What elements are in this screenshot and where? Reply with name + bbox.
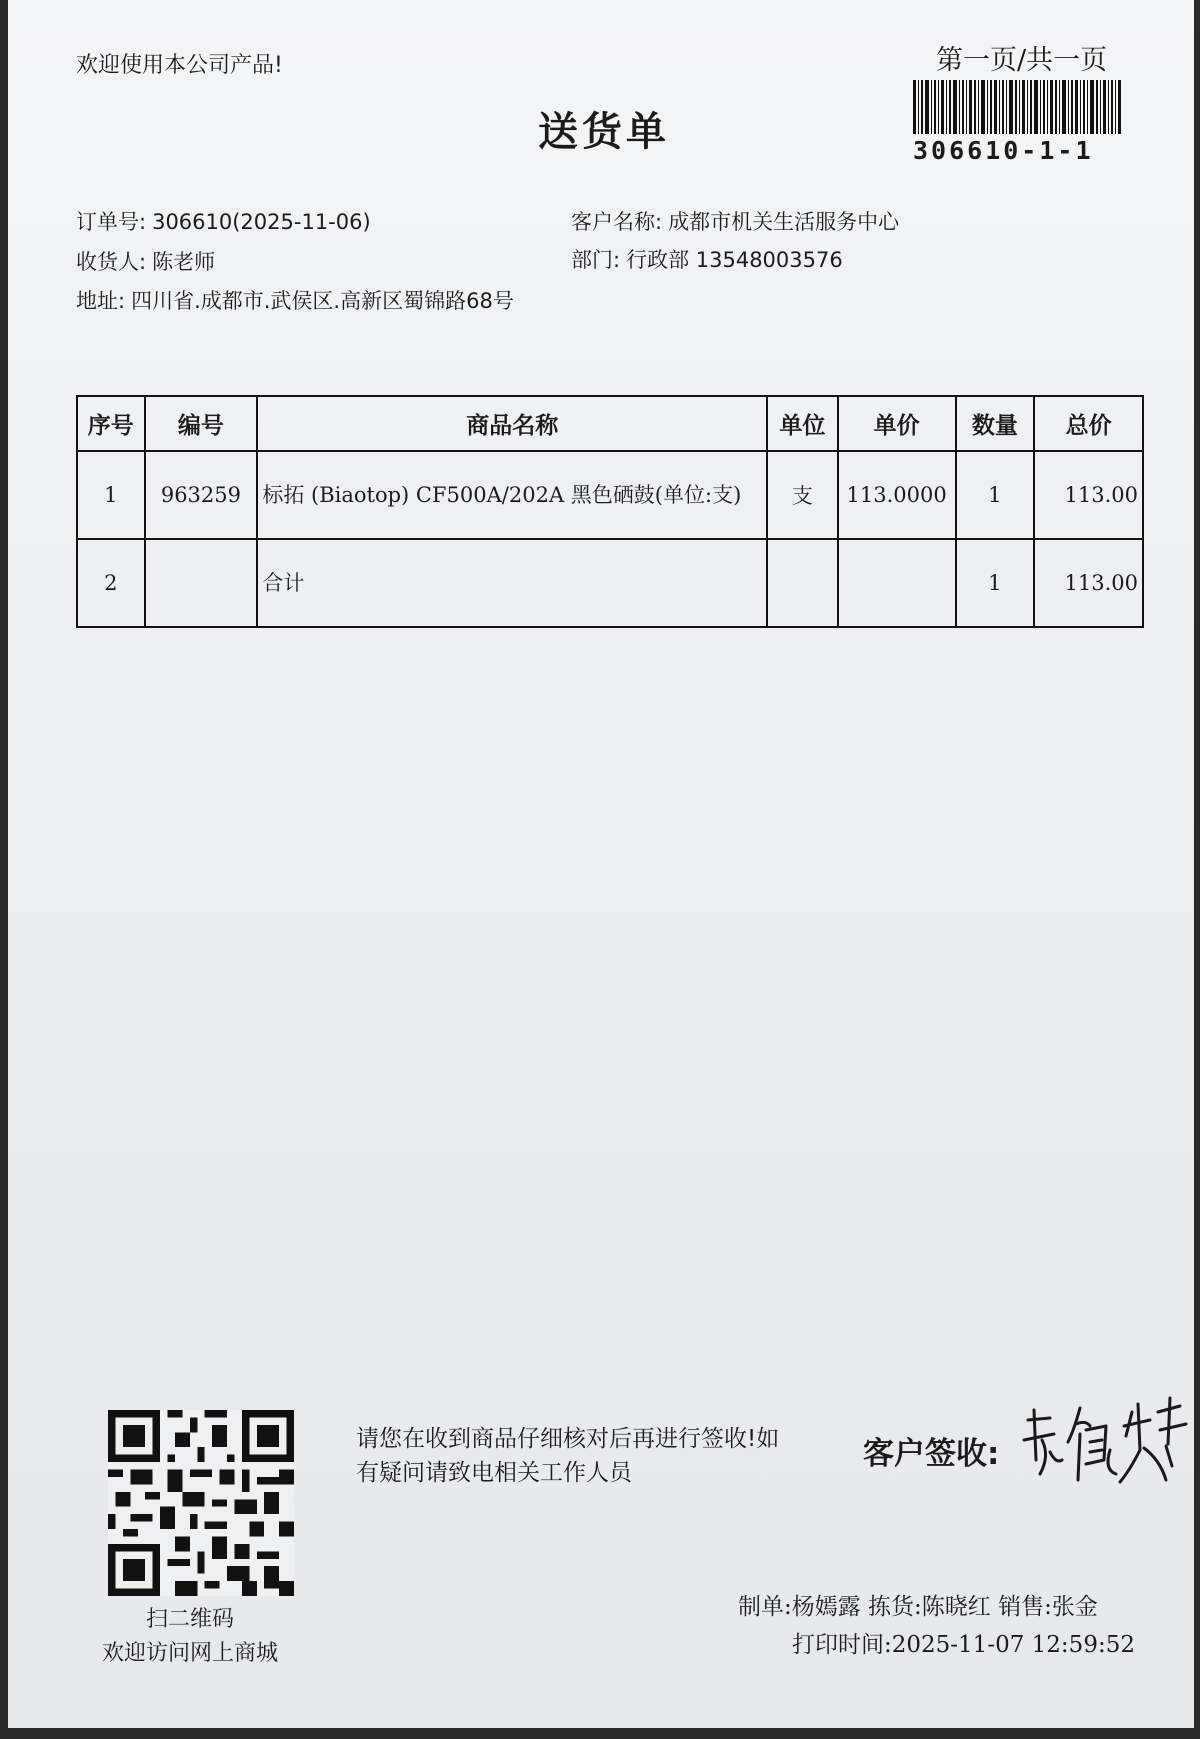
department [571, 244, 843, 274]
column-header: 单价 [838, 396, 956, 451]
address [76, 285, 514, 315]
unit: 支 [767, 451, 838, 539]
table-row [77, 451, 1143, 539]
column-header: 总价 [1034, 396, 1143, 451]
qr-caption-line-2: 欢迎访问网上商城 [102, 1641, 279, 1666]
quantity: 1 [956, 451, 1035, 539]
column-header: 编号 [145, 396, 258, 451]
receiver [76, 246, 215, 276]
receipt-notice: 请您在收到商品仔细核对后再进行签收!如有疑问请致电相关工作人员 [356, 1426, 780, 1486]
staff-info: 制单:杨嫣露 拣货:陈晓红 销售:张金 [738, 1594, 1098, 1620]
row-index: 1 [77, 451, 145, 539]
customer-name-label: 客户名称: [571, 210, 663, 234]
welcome-text: 欢迎使用本公司产品! [76, 53, 283, 78]
document-title: 送货单 [538, 108, 670, 155]
barcode-number: 306610-1-1 [913, 136, 1094, 165]
table-row-total [77, 539, 1143, 627]
qr-caption-line-1: 扫二维码 [146, 1607, 235, 1632]
order-number-value: 306610(2025-11-06) [152, 210, 371, 234]
qr-code-icon [108, 1410, 294, 1596]
receiver-label: 收货人: [76, 250, 147, 274]
unit-price [838, 539, 956, 627]
customer-name-value: 成都市机关生活服务中心 [668, 210, 900, 234]
barcode-image [913, 80, 1121, 134]
page-number: 第一页/共一页 [936, 45, 1108, 76]
unit [767, 539, 838, 627]
print-time: 打印时间:2025-11-07 12:59:52 [792, 1632, 1135, 1658]
item-code: 963259 [145, 451, 258, 539]
product-name: 合计 [257, 539, 767, 627]
quantity: 1 [956, 539, 1035, 627]
items-table [76, 395, 1144, 628]
delivery-note-page [8, 0, 1194, 1728]
total-price: 113.00 [1034, 451, 1143, 539]
address-label: 地址: [76, 289, 126, 313]
table-header-row [77, 396, 1143, 451]
column-header: 数量 [956, 396, 1035, 451]
customer-name [571, 206, 899, 236]
total-price: 113.00 [1034, 539, 1143, 627]
column-header: 单位 [767, 396, 838, 451]
order-number [76, 206, 371, 236]
unit-price: 113.0000 [838, 451, 956, 539]
product-name: 标拓 (Biaotop) CF500A/202A 黑色硒鼓(单位:支) [257, 451, 767, 539]
column-header: 序号 [77, 396, 145, 451]
department-label: 部门: [571, 248, 621, 272]
row-index: 2 [77, 539, 145, 627]
receiver-value: 陈老师 [152, 250, 216, 274]
department-value: 行政部 13548003576 [626, 248, 843, 272]
customer-sign-label: 客户签收: [863, 1436, 1000, 1472]
address-value: 四川省.成都市.武侯区.高新区蜀锦路68号 [131, 289, 514, 313]
item-code [145, 539, 258, 627]
order-number-label: 订单号: [76, 210, 147, 234]
customer-signature [1020, 1390, 1190, 1500]
column-header: 商品名称 [257, 396, 767, 451]
